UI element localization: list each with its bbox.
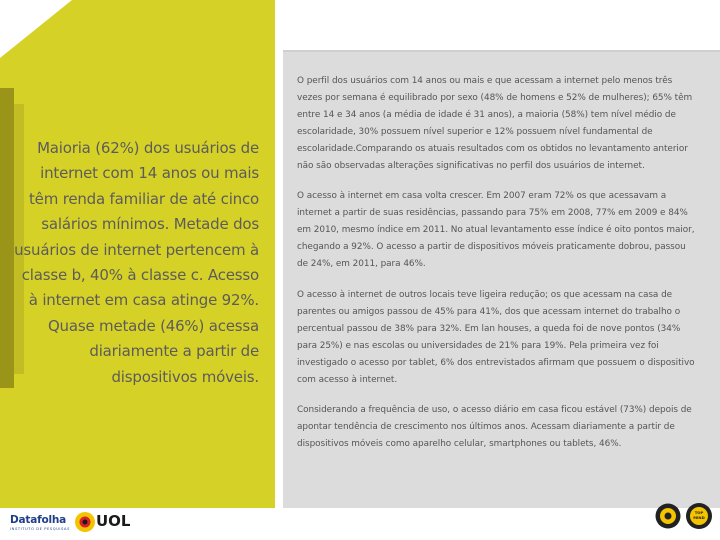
uol-logo-icon [74, 511, 96, 533]
datafolha-tagline: INSTITUTO DE PESQUISAS [10, 527, 70, 531]
paragraph-frequency: Considerando a frequência de uso, o acesso diário em casa ficou estável (73%) depois de apontar tendência de crescimento nos últimos anos. Acessam diariamente a partir de dispositivos móveis como aparelho celular, smartphones ou tablets, 46%. [297, 405, 692, 450]
uol-logo [74, 510, 140, 534]
paragraph-home-access: O acesso à internet em casa volta crescer. Em 2007 eram 72% os que acessavam a internet a partir de suas residências, passando para 75% em 2008, 77% em 2009 e 84% em 2010, mesmo índice em 2011. No atual levantamento esse índice é oito pontos maior, chegando a 92%. O acesso a partir de dispositivos móveis praticamente dobrou, passou de 24%, em 2011, para 46%. [297, 191, 695, 270]
datafolha-logo [10, 514, 72, 531]
body-text [297, 73, 697, 467]
top-mind-label: TOP MIND [693, 510, 705, 520]
corner-notch [0, 0, 72, 58]
paragraph-profile: O perfil dos usuários com 14 anos ou mais e que acessam a internet pelo menos três vezes por semana é equilibrado por sexo (48% de homens e 52% de mulheres); 65% têm entre 14 e 34 anos (a média de idade é 31 anos), a maioria (58%) tem nível médio de escolaridade, 30% possuem nível superior e 12% possuem nível fundamental de escolaridade.Comparando os atuais resultados com os obtidos no levantamento anterior não são observadas alterações significativas no perfil dos usuários de internet. [297, 76, 693, 171]
paragraph-other-locations: O acesso à internet de outros locais teve ligeira redução; os que acessam na casa de parentes ou amigos passou de 45% para 41%, dos que acessam internet do trabalho o percentual passou de 38% para 32%. Em lan houses, a queda foi de nove pontos (34% para 25%) e nas escolas ou universidades de 21% para 19%. Pela primeira vez foi investigado o acesso por tablet, 6% dos entrevistados afirmam que possuem o dispositivo com acesso à internet. [297, 289, 695, 385]
award-seal-icon [655, 503, 681, 529]
highlight-text: Maioria (62%) dos usuários de internet com 14 anos ou mais têm renda familiar de até cinco salários mínimos. Metade dos usuários de internet pertencem à classe b, 40% à classe c. Acesso à internet em casa atinge 92%. Quase metade (46%) acessa diariamente a partir de dispositivos móveis. [14, 139, 259, 386]
uol-wordmark: UOL [96, 512, 131, 530]
datafolha-wordmark: Datafolha [10, 514, 67, 526]
top-mind-seal [686, 503, 712, 529]
